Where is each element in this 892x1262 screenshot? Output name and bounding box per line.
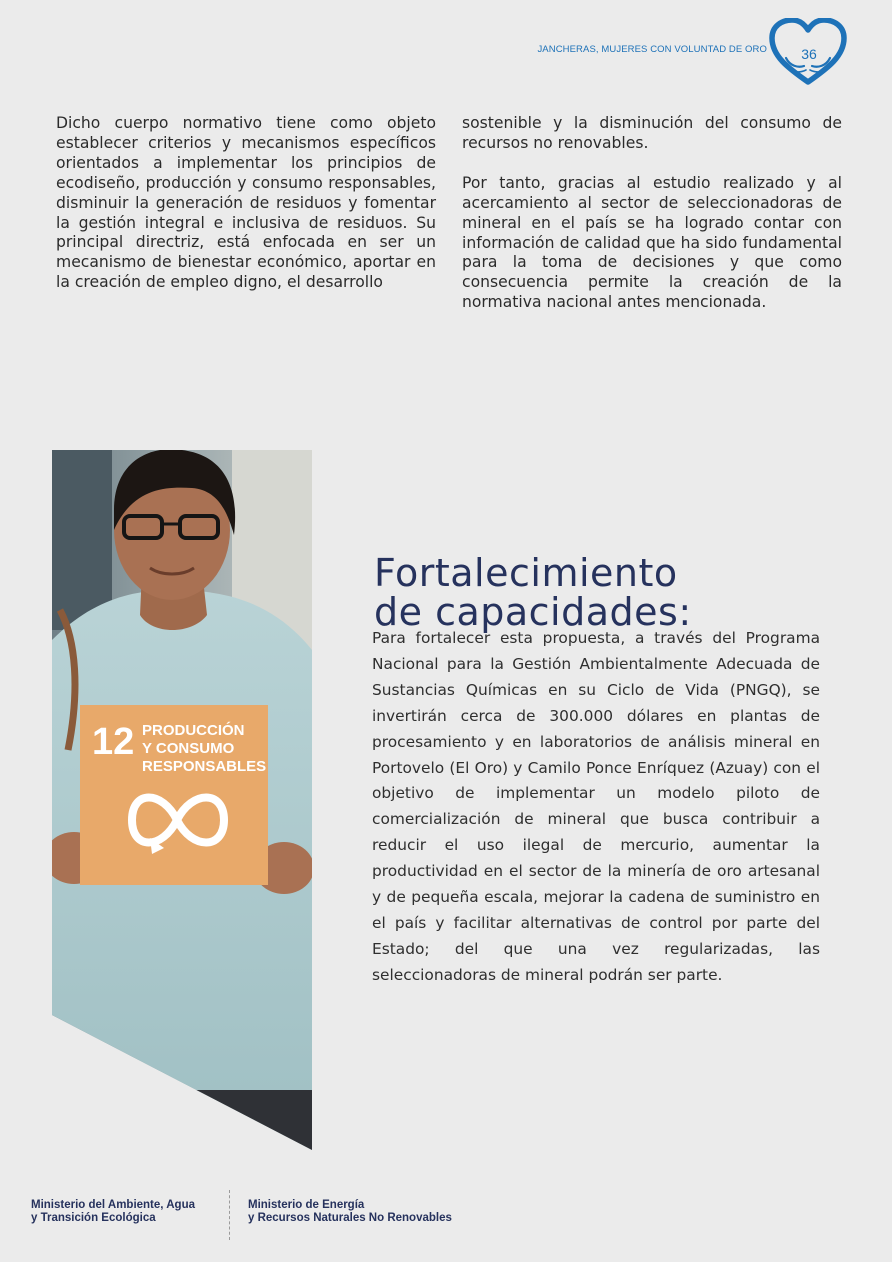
footer-left-line-2: y Transición Ecológica [31, 1212, 156, 1224]
section-title [374, 550, 854, 634]
intro-right-column [462, 114, 842, 333]
sdg-12-sign [80, 705, 268, 885]
section-title-line-1: Fortalecimiento [374, 550, 678, 595]
footer-right-line-2: y Recursos Naturales No Renovables [248, 1212, 452, 1224]
intro-left-paragraph: Dicho cuerpo normativo tiene como objeto establecer criterios y mecanismos específicos orientados a implementar los principios de ecodiseño, producción y consumo responsables, disminuir la generación de residuos y fomentar la gestión integral e inclusiva de residuos. Su principal directriz, está enfocada en ser un mecanismo de bienestar económico, aportar en la creación de empleo digno, el desarrollo [56, 114, 436, 292]
footer-left-line-1: Ministerio del Ambiente, Agua [31, 1199, 195, 1211]
footer-ministry-environment [31, 1199, 195, 1225]
sign-line-3: RESPONSABLES [142, 758, 267, 775]
footer-divider [229, 1190, 230, 1240]
header-title: JANCHERAS, MUJERES CON VOLUNTAD DE ORO [537, 44, 767, 55]
page-number: 36 [801, 46, 817, 62]
section-body: Para fortalecer esta propuesta, a través del Programa Nacional para la Gestión Ambientalmente Adecuada de Sustancias Químicas en su Ciclo de Vida (PNGQ), se invertirán cerca de 300.000 dólares en plantas de procesamiento y en laboratorios de análisis mineral en Portovelo (El Oro) y Camilo Ponce Enríquez (Azuay) con el objetivo de implementar un modelo piloto de comercialización de mineral que busca contribuir a reducir el uso ilegal de mercurio, aumentar la productividad en el sector de la minería de oro artesanal y de pequeña escala, mejorar la cadena de suministro en el país y facilitar alternativas de control por parte del Estado; del que una vez regularizadas, las seleccionadoras de mineral podrán ser parte. [372, 629, 820, 984]
section-title-line-2: de capacidades: [374, 589, 692, 634]
footer-right-line-1: Ministerio de Energía [248, 1199, 365, 1211]
intro-right-paragraph-2: Por tanto, gracias al estudio realizado y al acercamiento al sector de seleccionadoras de mineral en el país se ha logrado contar con información de calidad que ha sido fundamental para la toma de decisiones y que como consecuencia permite la creación de la normativa nacional antes mencionada. [462, 173, 842, 312]
intro-left-column [56, 114, 436, 313]
sign-line-1: PRODUCCIÓN [142, 722, 245, 739]
intro-right-paragraph-1: sostenible y la disminución del consumo de recursos no renovables. [462, 114, 842, 152]
sign-number: 12 [92, 721, 135, 763]
woman-holding-sdg-sign-photo [52, 450, 312, 1150]
sign-line-2: Y CONSUMO [142, 740, 235, 757]
footer-ministry-energy [248, 1199, 452, 1225]
